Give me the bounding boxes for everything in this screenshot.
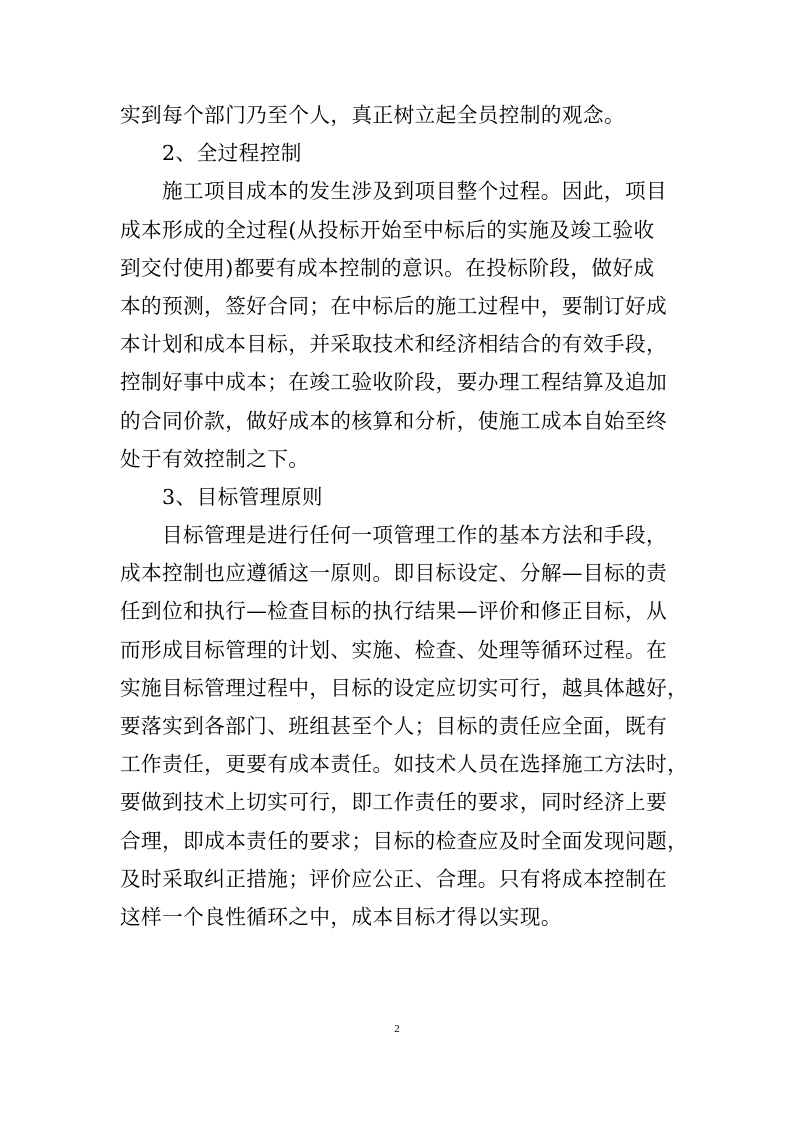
text-line: 成本控制也应遵循这一原则。即目标设定、分解—目标的责 [120,561,668,586]
text-line: 处于有效控制之下。 [120,446,310,471]
text-line: 的合同价款，做好成本的核算和分析，使施工成本自始至终 [120,408,668,433]
body-text [120,96,689,936]
text-line: 而形成目标管理的计划、实施、检查、处理等循环过程。在 [120,637,668,662]
text-line: 要做到技术上切实可行，即工作责任的要求，同时经济上要 [120,790,668,815]
text-line: 任到位和执行—检查目标的执行结果—评价和修正目标，从 [120,599,668,624]
text-line: 实施目标管理过程中，目标的设定应切实可行，越具体越好， [120,675,689,700]
text-line: 实到每个部门乃至个人，真正树立起全员控制的观念。 [120,103,626,127]
text-line: 这样一个良性循环之中，成本目标才得以实现。 [120,904,562,929]
page-number: 2 [394,1023,400,1035]
text-line: 本的预测，签好合同；在中标后的施工过程中，要制订好成 [120,293,668,318]
section-heading: 3、目标管理原则 [162,484,323,509]
text-line: 目标管理是进行任何一项管理工作的基本方法和手段， [162,523,668,548]
text-line: 要落实到各部门、班组甚至个人；目标的责任应全面，既有 [120,714,668,738]
text-line: 本计划和成本目标，并采取技术和经济相结合的有效手段， [120,332,668,357]
text-line: 控制好事中成本；在竣工验收阶段，要办理工程结算及追加 [120,370,668,395]
text-line: 及时采取纠正措施；评价应公正、合理。只有将成本控制在 [120,866,668,891]
text-line: 工作责任，更要有成本责任。如技术人员在选择施工方法时， [120,752,689,777]
section-heading: 2、全过程控制 [162,141,302,166]
text-line: 合理，即成本责任的要求；目标的检查应及时全面发现问题， [120,828,689,853]
text-line: 施工项目成本的发生涉及到项目整个过程。因此，项目 [162,179,668,204]
text-line: 到交付使用)都要有成本控制的意识。在投标阶段，做好成 [120,255,655,280]
text-line: 成本形成的全过程(从投标开始至中标后的实施及竣工验收 [120,217,655,242]
